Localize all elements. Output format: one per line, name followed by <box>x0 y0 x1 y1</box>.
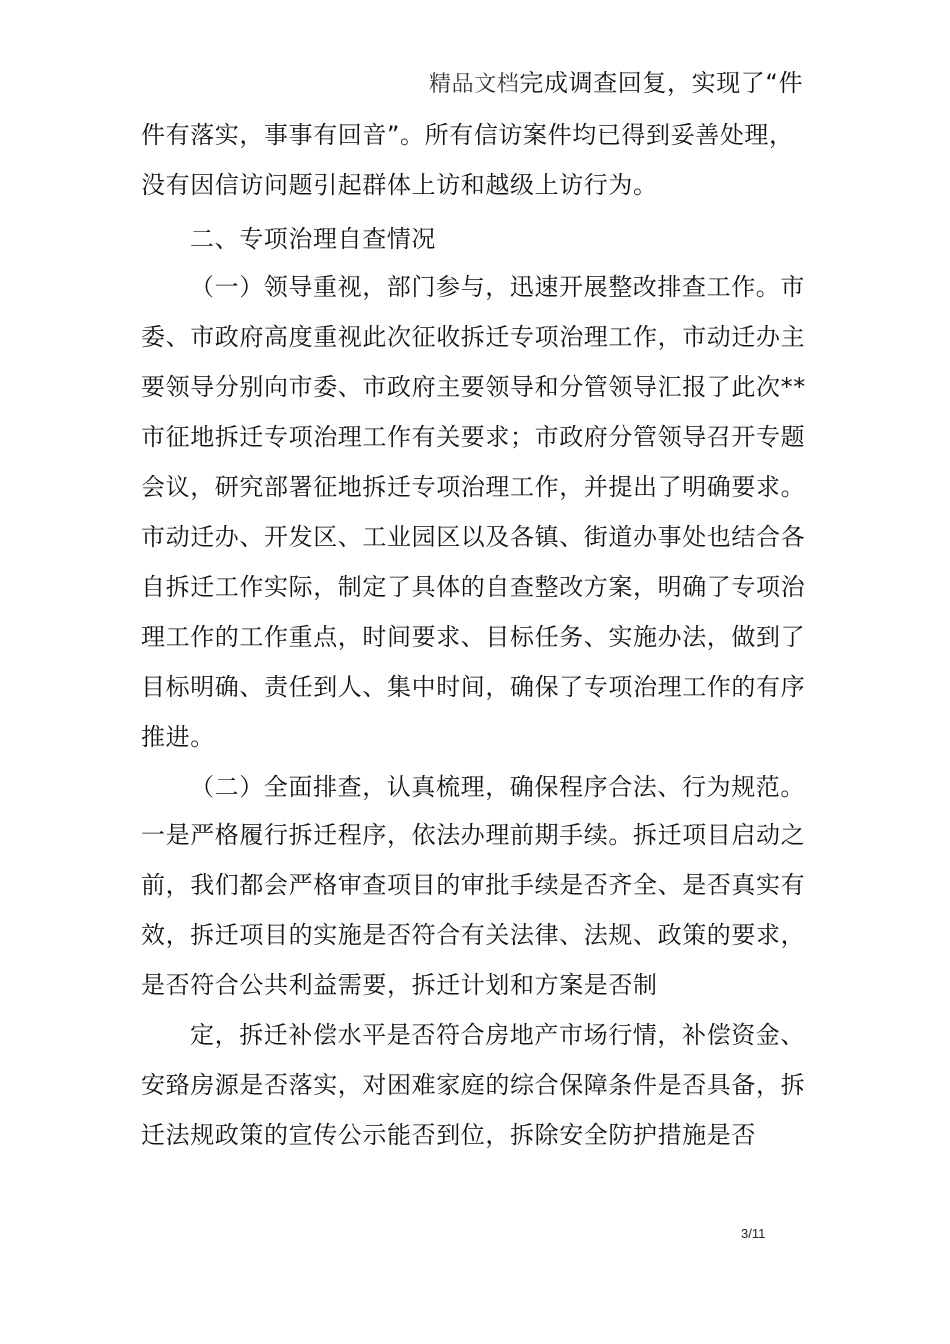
body-line: 迁法规政策的宣传公示能否到位，拆除安全防护措施是否 <box>141 1121 756 1149</box>
body-line: 效，拆迁项目的实施是否符合有关法律、法规、政策的要求， <box>141 921 806 949</box>
body-line: 安臵房源是否落实，对困难家庭的综合保障条件是否具备，拆 <box>141 1071 806 1099</box>
body-line: 会议，研究部署征地拆迁专项治理工作，并提出了明确要求。 <box>141 473 806 501</box>
body-line: 委、市政府高度重视此次征收拆迁专项治理工作，市动迁办主 <box>141 323 806 351</box>
body-line: 要领导分别向市委、市政府主要领导和分管领导汇报了此次** <box>141 373 806 401</box>
body-line: 一是严格履行拆迁程序，依法办理前期手续。拆迁项目启动之 <box>141 821 806 849</box>
header-watermark-label: 精品文档 <box>429 72 520 97</box>
section-heading: 二、专项治理自查情况 <box>190 225 436 253</box>
body-line: 市动迁办、开发区、工业园区以及各镇、街道办事处也结合各 <box>141 523 806 551</box>
body-line: 件有落实，事事有回音”。所有信访案件均已得到妥善处理， <box>141 121 794 149</box>
body-line: 推进。 <box>141 723 215 751</box>
subsection-heading: （一）领导重视，部门参与，迅速开展整改排查工作。市 <box>190 273 805 301</box>
body-line: 市征地拆迁专项治理工作有关要求；市政府分管领导召开专题 <box>141 423 806 451</box>
page-header <box>429 68 803 100</box>
body-line: 目标明确、责任到人、集中时间，确保了专项治理工作的有序 <box>141 673 806 701</box>
body-line: 是否符合公共利益需要，拆迁计划和方案是否制 <box>141 971 658 999</box>
header-continued-text: 完成调查回复，实现了“件 <box>519 69 804 97</box>
body-line: 没有因信访问题引起群体上访和越级上访行为。 <box>141 171 658 199</box>
body-line: 自拆迁工作实际，制定了具体的自查整改方案，明确了专项治 <box>141 573 806 601</box>
body-line: 定，拆迁补偿水平是否符合房地产市场行情，补偿资金、 <box>190 1021 805 1049</box>
body-line: 前，我们都会严格审查项目的审批手续是否齐全、是否真实有 <box>141 871 806 899</box>
body-line: 理工作的工作重点，时间要求、目标任务、实施办法，做到了 <box>141 623 806 651</box>
page-number: 3/11 <box>741 1226 766 1241</box>
subsection-heading: （二）全面排查，认真梳理，确保程序合法、行为规范。 <box>190 773 805 801</box>
